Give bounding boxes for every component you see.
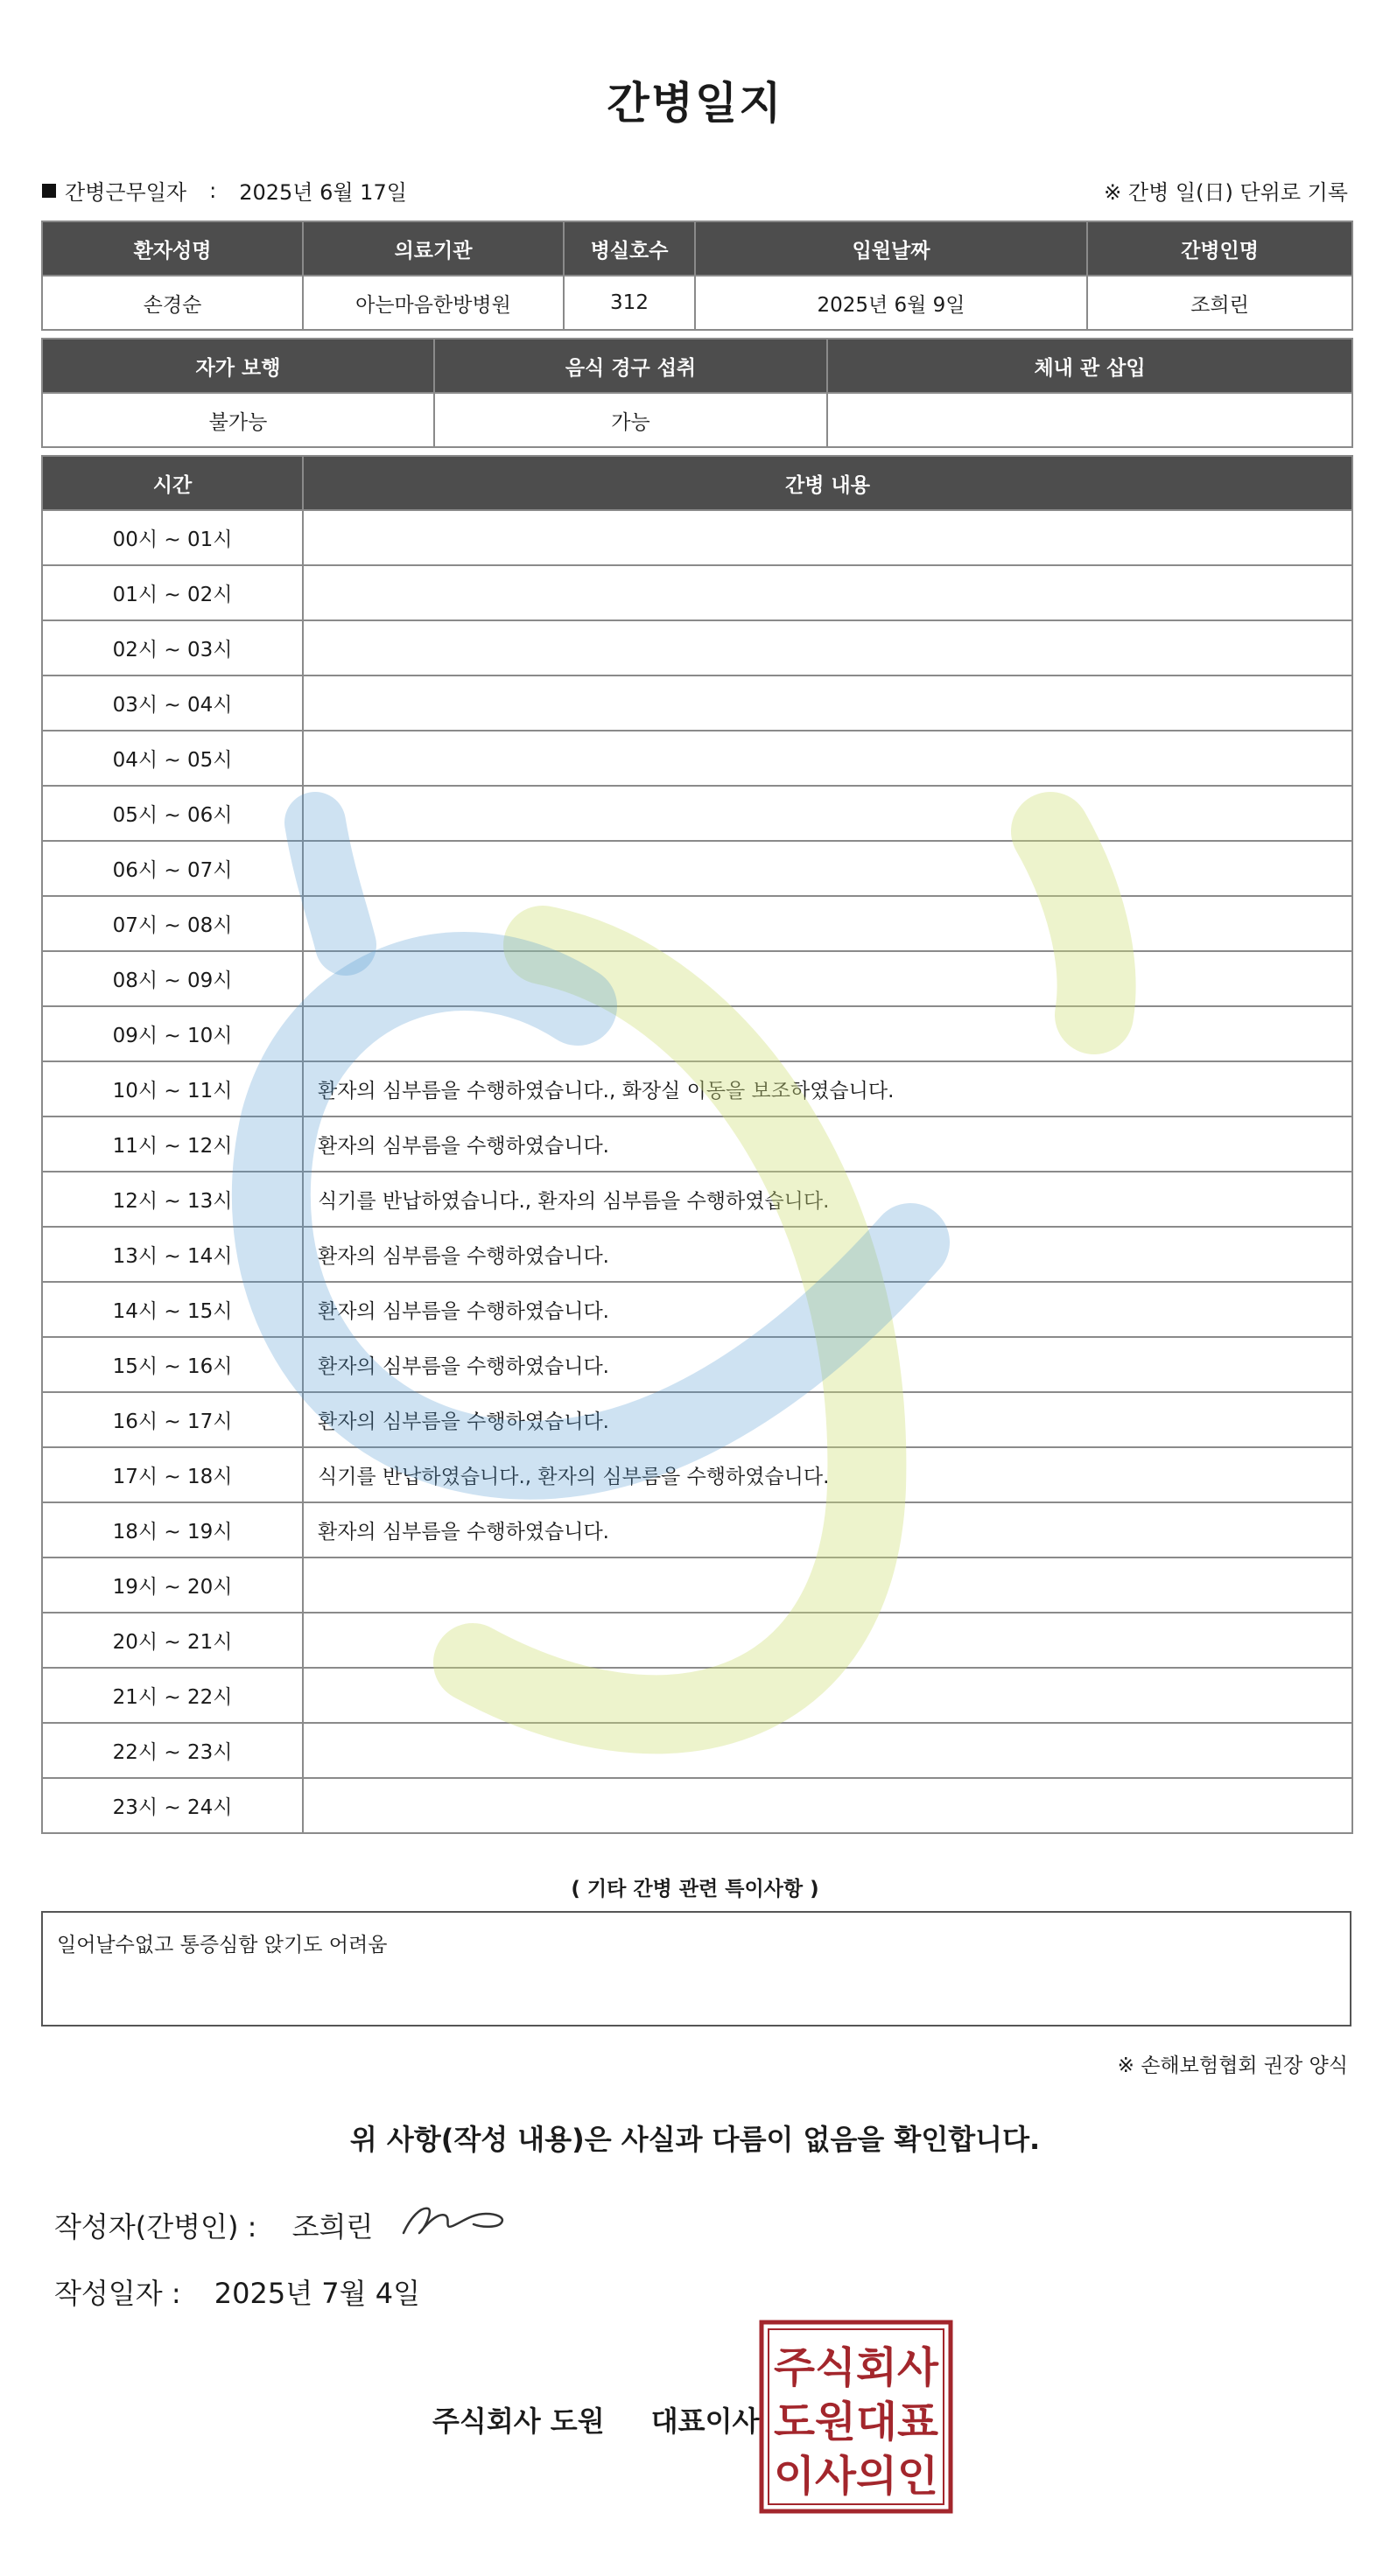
log-row [42,1227,1352,1282]
log-row [42,1502,1352,1558]
header-admission-date: 입원날짜 [695,221,1087,276]
log-content-cell [303,951,1352,1006]
log-time-cell: 03시 ~ 04시 [42,676,303,731]
log-time-cell: 14시 ~ 15시 [42,1282,303,1337]
header-time: 시간 [42,456,303,510]
writer-line [54,2205,373,2245]
header-care-content: 간병 내용 [303,456,1352,510]
log-content-cell [303,896,1352,951]
log-content-cell [303,1558,1352,1613]
header-oral-intake: 음식 경구 섭취 [434,339,827,393]
log-time-cell: 01시 ~ 02시 [42,565,303,620]
handwritten-signature-icon [398,2191,512,2244]
log-content-cell [303,786,1352,841]
log-row [42,1392,1352,1447]
remarks-box [41,1911,1351,2026]
log-time-cell: 10시 ~ 11시 [42,1061,303,1116]
company-seal-stamp [758,2319,954,2515]
write-date-value: 2025년 7월 4일 [214,2277,421,2310]
header-patient-name: 환자성명 [42,221,303,276]
log-row [42,1447,1352,1502]
log-content-cell [303,620,1352,676]
log-content-cell: 식기를 반납하였습니다., 환자의 심부름을 수행하였습니다. [303,1172,1352,1227]
log-time-cell: 05시 ~ 06시 [42,786,303,841]
log-time-cell: 18시 ~ 19시 [42,1502,303,1558]
header-caregiver-name: 간병인명 [1087,221,1352,276]
work-date-separator: : [209,178,217,203]
log-time-cell: 23시 ~ 24시 [42,1778,303,1833]
record-unit-note: ※ 간병 일(日) 단위로 기록 [1104,180,1348,205]
header-tube-insertion: 체내 관 삽입 [827,339,1352,393]
log-content-cell [303,565,1352,620]
log-row [42,786,1352,841]
log-time-cell: 11시 ~ 12시 [42,1116,303,1172]
header-institution: 의료기관 [303,221,564,276]
seal-line-1: 주식회사 [774,2343,939,2392]
caregiver-name-value: 조희린 [1087,276,1352,330]
recommend-form-note: ※ 손해보험협회 권장 양식 [1117,2054,1348,2077]
log-time-cell: 16시 ~ 17시 [42,1392,303,1447]
log-content-cell: 환자의 심부름을 수행하였습니다. [303,1282,1352,1337]
write-date-label: 작성일자 : [54,2277,181,2310]
log-row [42,731,1352,786]
log-row [42,1778,1352,1833]
log-content-cell: 환자의 심부름을 수행하였습니다. [303,1337,1352,1392]
tube-insertion-value [827,393,1352,447]
header-room-number: 병실호수 [564,221,695,276]
log-row [42,1723,1352,1778]
write-date-line [54,2272,420,2312]
log-time-cell: 06시 ~ 07시 [42,841,303,896]
log-content-cell [303,676,1352,731]
log-row [42,1282,1352,1337]
log-row [42,510,1352,565]
work-date-line [42,175,407,206]
log-row [42,1558,1352,1613]
log-row [42,896,1352,951]
log-time-cell: 15시 ~ 16시 [42,1337,303,1392]
log-content-cell: 환자의 심부름을 수행하였습니다., 화장실 이동을 보조하였습니다. [303,1061,1352,1116]
log-row [42,620,1352,676]
log-time-cell: 07시 ~ 08시 [42,896,303,951]
log-row [42,951,1352,1006]
log-header-row [42,456,1352,510]
log-row [42,565,1352,620]
bullet-square-icon [42,184,56,198]
log-time-cell: 20시 ~ 21시 [42,1613,303,1668]
hourly-care-log-table [41,455,1353,1834]
log-row [42,1337,1352,1392]
log-content-cell [303,1668,1352,1723]
log-time-cell: 13시 ~ 14시 [42,1227,303,1282]
admission-date-value: 2025년 6월 9일 [695,276,1087,330]
writer-label: 작성자(간병인) : [54,2210,257,2244]
status-value-row [42,393,1352,447]
log-content-cell [303,510,1352,565]
log-content-cell [303,1778,1352,1833]
log-content-cell: 환자의 심부름을 수행하였습니다. [303,1116,1352,1172]
log-time-cell: 02시 ~ 03시 [42,620,303,676]
log-time-cell: 21시 ~ 22시 [42,1668,303,1723]
log-row [42,841,1352,896]
log-body [42,510,1352,1833]
work-date-value: 2025년 6월 17일 [239,180,407,205]
log-row [42,1172,1352,1227]
log-time-cell: 09시 ~ 10시 [42,1006,303,1061]
log-content-cell: 환자의 심부름을 수행하였습니다. [303,1392,1352,1447]
patient-status-table [41,338,1353,448]
document-title: 간병일지 [607,78,783,129]
patient-info-table [41,220,1353,331]
seal-line-3: 이사의인 [774,2452,938,2501]
log-content-cell: 식기를 반납하였습니다., 환자의 심부름을 수행하였습니다. [303,1447,1352,1502]
remarks-label: ( 기타 간병 관련 특이사항 ) [571,1878,819,1900]
log-content-cell [303,1723,1352,1778]
log-row [42,1061,1352,1116]
log-time-cell: 22시 ~ 23시 [42,1723,303,1778]
log-row [42,1613,1352,1668]
remarks-text: 일어날수없고 통증심함 앉기도 어려움 [57,1934,388,1956]
log-row [42,1006,1352,1061]
log-content-cell [303,731,1352,786]
log-content-cell [303,1613,1352,1668]
log-content-cell: 환자의 심부름을 수행하였습니다. [303,1227,1352,1282]
log-content-cell: 환자의 심부름을 수행하였습니다. [303,1502,1352,1558]
header-self-walking: 자가 보행 [42,339,434,393]
patient-info-header-row [42,221,1352,276]
log-content-cell [303,1006,1352,1061]
company-role: 대표이사 [650,2404,760,2438]
log-row [42,676,1352,731]
confirmation-statement: 위 사항(작성 내용)은 사실과 다름이 없음을 확인합니다. [349,2123,1041,2156]
log-content-cell [303,841,1352,896]
institution-value: 아는마음한방병원 [303,276,564,330]
work-date-label: 간병근무일자 [65,180,187,205]
log-time-cell: 19시 ~ 20시 [42,1558,303,1613]
company-name: 주식회사 도원 [432,2404,605,2438]
status-header-row [42,339,1352,393]
log-time-cell: 08시 ~ 09시 [42,951,303,1006]
patient-info-value-row [42,276,1352,330]
writer-name: 조희린 [291,2210,374,2244]
log-row [42,1116,1352,1172]
oral-intake-value: 가능 [434,393,827,447]
log-time-cell: 12시 ~ 13시 [42,1172,303,1227]
log-time-cell: 00시 ~ 01시 [42,510,303,565]
log-row [42,1668,1352,1723]
room-number-value: 312 [564,276,695,330]
log-time-cell: 17시 ~ 18시 [42,1447,303,1502]
company-line [432,2399,759,2440]
self-walking-value: 불가능 [42,393,434,447]
seal-line-2: 도원대표 [774,2398,939,2446]
patient-name-value: 손경순 [42,276,303,330]
log-time-cell: 04시 ~ 05시 [42,731,303,786]
